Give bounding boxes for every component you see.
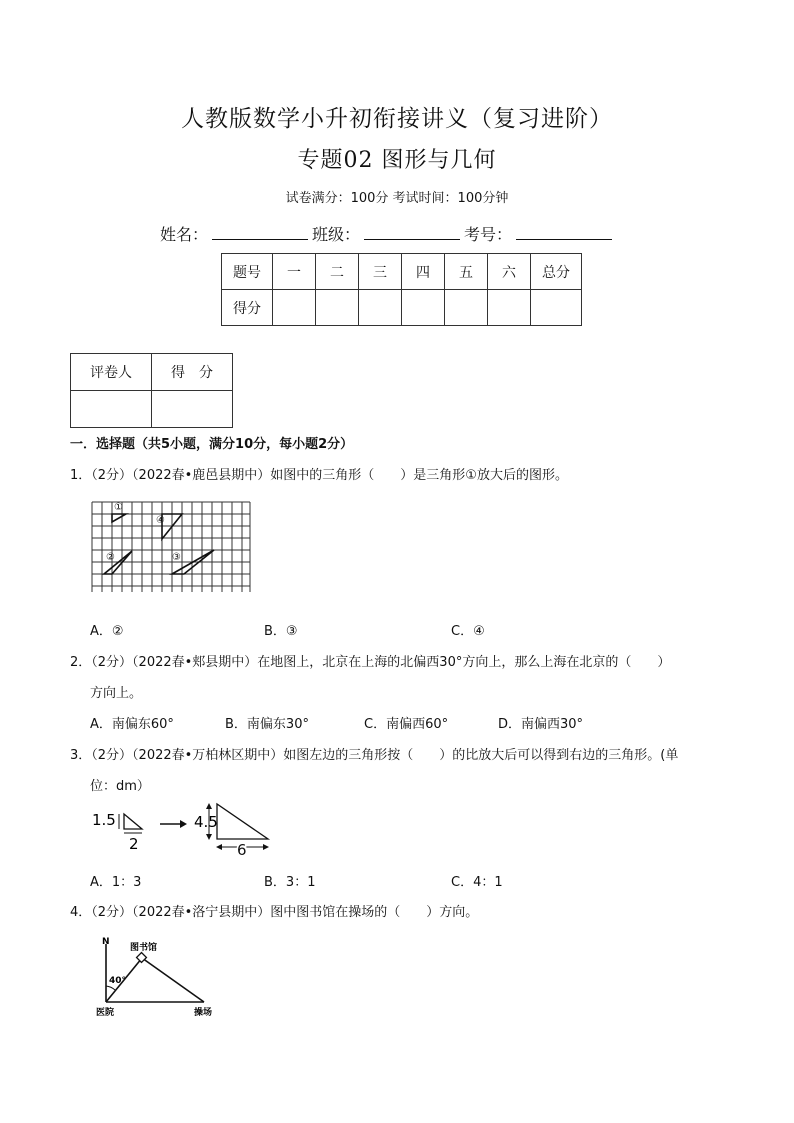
score-cell[interactable] (316, 290, 359, 326)
grid-lines (92, 502, 250, 592)
id-blank (516, 225, 612, 240)
figure-label: ③ (172, 552, 181, 563)
score-table (221, 253, 582, 326)
dim-arrow-icon (263, 844, 269, 850)
library-to-playground (142, 958, 204, 1002)
option-a[interactable]: A．南偏东60° (90, 717, 174, 732)
exam-meta: 试卷满分：100分 考试时间：100分钟 (285, 191, 509, 206)
option-b[interactable]: B．③ (264, 624, 298, 639)
arrow-head-icon (180, 820, 187, 828)
question-4-map-figure (90, 932, 250, 1018)
dim-arrow-icon (216, 844, 222, 850)
score-header-cell: 六 (488, 254, 531, 290)
large-triangle (217, 804, 268, 839)
section-heading: 一．选择题（共5小题，满分10分，每小题2分） (70, 437, 354, 452)
dim-arrow-icon (206, 803, 212, 809)
score-table-header-row (222, 254, 582, 290)
grader-cell[interactable] (71, 391, 152, 428)
large-height-label: 4.5 (194, 813, 218, 831)
id-label: 考号： (464, 225, 513, 244)
figure-label: ① (114, 502, 123, 513)
triangle-1 (112, 514, 126, 522)
score-header-cell: 二 (316, 254, 359, 290)
grader-header-row (71, 354, 233, 391)
playground-label: 操场 (194, 1008, 213, 1018)
class-blank (364, 225, 460, 240)
large-base-label: 6 (237, 841, 247, 859)
small-triangle (124, 814, 142, 829)
score-header-cell: 总分 (531, 254, 582, 290)
student-info-line (160, 222, 616, 245)
option-a[interactable]: A．1：3 (90, 875, 142, 890)
score-cell[interactable] (273, 290, 316, 326)
option-c[interactable]: C．4：1 (451, 875, 503, 890)
question-2-stem: 2．（2分）（2022春•郏县期中）在地图上，北京在上海的北偏西30°方向上，那么上海在北京的（ ） (70, 655, 671, 670)
score-header-cell: 五 (445, 254, 488, 290)
grader-header-cell: 得 分 (152, 354, 233, 391)
dim-arrow-icon (206, 834, 212, 840)
angle-label: 40° (109, 976, 127, 986)
question-3-stem-continued: 位：dm） (90, 779, 150, 794)
score-table-score-row (222, 290, 582, 326)
grader-table (70, 353, 233, 428)
grader-header-cell: 评卷人 (71, 354, 152, 391)
grader-cell[interactable] (152, 391, 233, 428)
class-label: 班级： (312, 225, 361, 244)
document-title: 人教版数学小升初衔接讲义（复习进阶） (181, 106, 613, 132)
score-header-cell: 题号 (222, 254, 273, 290)
option-d[interactable]: D．南偏西30° (498, 717, 584, 732)
score-cell[interactable] (359, 290, 402, 326)
question-3-triangle-figure (90, 797, 280, 859)
name-label: 姓名： (160, 225, 209, 244)
hospital-label: 医院 (96, 1008, 115, 1018)
question-1-stem: 1．（2分）（2022春•鹿邑县期中）如图中的三角形（ ）是三角形①放大后的图形。 (70, 468, 568, 483)
name-blank (212, 225, 308, 240)
score-cell[interactable] (445, 290, 488, 326)
score-header-cell: 四 (402, 254, 445, 290)
document-subtitle: 专题02 图形与几何 (297, 148, 497, 173)
option-c[interactable]: C．④ (451, 624, 485, 639)
option-b[interactable]: B．南偏东30° (225, 717, 309, 732)
library-label: 图书馆 (130, 943, 158, 953)
score-header-cell: 三 (359, 254, 402, 290)
score-cell[interactable] (402, 290, 445, 326)
grader-blank-row (71, 391, 233, 428)
score-row-label: 得分 (222, 290, 273, 326)
north-label: N (102, 937, 110, 947)
question-1-grid-figure (90, 499, 254, 595)
question-2-stem-continued: 方向上。 (90, 686, 143, 701)
figure-label: ④ (156, 515, 165, 526)
option-c[interactable]: C．南偏西60° (364, 717, 449, 732)
small-height-label: 1.5 (92, 811, 116, 829)
score-cell[interactable] (488, 290, 531, 326)
question-4-stem: 4．（2分）（2022春•洛宁县期中）图中图书馆在操场的（ ）方向。 (70, 905, 479, 920)
question-3-stem: 3．（2分）（2022春•万柏林区期中）如图左边的三角形按（ ）的比放大后可以得到右边的三角形。(单 (70, 748, 679, 763)
score-cell[interactable] (531, 290, 582, 326)
small-base-label: 2 (129, 835, 139, 853)
option-a[interactable]: A．② (90, 624, 124, 639)
angle-arc (106, 986, 115, 990)
score-header-cell: 一 (273, 254, 316, 290)
figure-label: ② (106, 552, 115, 563)
option-b[interactable]: B．3：1 (264, 875, 316, 890)
